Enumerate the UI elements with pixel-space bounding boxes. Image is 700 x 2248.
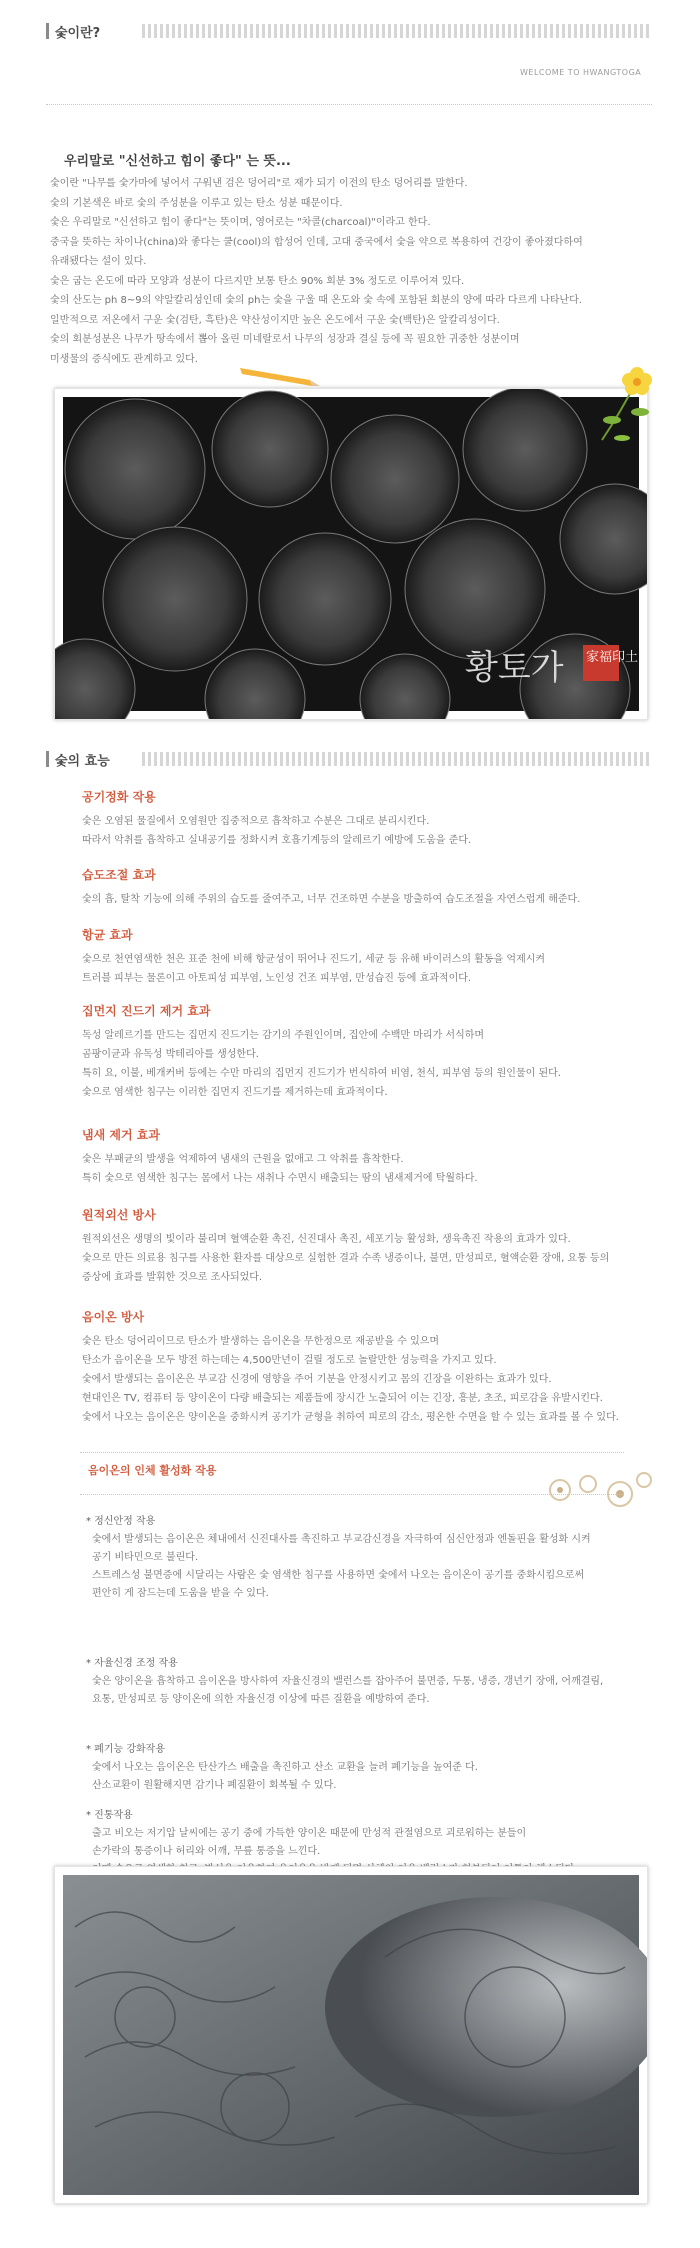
- intro-title: 우리말로 "신선하고 힘이 좋다" 는 뜻...: [64, 154, 291, 169]
- intro-line: 일반적으로 저온에서 구운 숯(검탄, 흑탄)은 약산성이지만 높은 온도에서 구운 숯(백탄)은 알칼리성이다.: [50, 314, 500, 326]
- intro-line: 숯은 굽는 온도에 따라 모양과 성분이 다르지만 보통 탄소 90% 회분 3% 정도로 이루어져 있다.: [50, 275, 465, 287]
- anion-title: 음이온의 인체 활성화 작용: [88, 1464, 217, 1477]
- anion-item-title: * 정신안정 작용: [86, 1516, 156, 1527]
- effect-text: 숯은 오염된 물질에서 오염원만 집중적으로 흡착하고 수분은 그대로 분리시킨다.: [82, 816, 430, 827]
- anion-item-text: 숯에서 발생되는 음이온은 체내에서 신진대사를 촉진하고 부교감신경을 자극하여 심신안정과 엔돌핀을 활성화 시켜: [92, 1534, 591, 1545]
- hwangtoga-logo: 황토가: [465, 648, 564, 688]
- anion-item-text: 출고 비오는 저기압 날씨에는 공기 중에 가득한 양이온 때문에 만성적 관절염으로 괴로워하는 분들이: [92, 1828, 527, 1839]
- effect-title: 음이온 방사: [82, 1310, 145, 1324]
- pencil-icon: [240, 366, 320, 376]
- effect-text: 숯으로 염색한 침구는 이러한 집먼지 진드기를 제거하는데 효과적이다.: [82, 1087, 388, 1098]
- effect-text: 원적외선은 생명의 빛이라 불리며 혈액순환 촉진, 신진대사 촉진, 세포기능 활성화, 생육촉진 작용의 효과가 있다.: [82, 1234, 571, 1245]
- anion-item-title: * 폐기능 강화작용: [86, 1744, 165, 1755]
- effect-text: 숯으로 만든 의료용 침구를 사용한 환자를 대상으로 실험한 결과 수족 냉증이나, 불면, 만성피로, 혈액순환 장애, 요통 등의: [82, 1253, 610, 1264]
- anion-item-text: 요통, 만성피로 등 양이온에 의한 자율신경 이상에 따른 질환을 예방하여 준다.: [92, 1694, 430, 1705]
- intro-line: 유래됐다는 설이 있다.: [50, 256, 147, 267]
- effects-stripes: [142, 752, 652, 766]
- effect-text: 트러블 피부는 물론이고 아토피성 피부염, 노인성 건조 피부염, 만성습진 등에 효과적이다.: [82, 973, 472, 984]
- effect-title: 항균 효과: [82, 928, 133, 942]
- effect-text: 숯은 부패균의 발생을 억제하여 냄새의 근원을 없애고 그 악취를 흡착한다.: [82, 1154, 404, 1165]
- effect-text: 숯으로 천연염색한 천은 표준 천에 비해 항균성이 뛰어나 진드기, 세균 등 유해 바이러스의 활동을 억제시켜: [82, 954, 546, 965]
- effect-text: 탄소가 음이온을 모두 방전 하는데는 4,500만년이 걸릴 정도로 놀랄만한 성능력을 가지고 있다.: [82, 1355, 497, 1366]
- flower-icon: [592, 360, 662, 450]
- anion-item-title: * 자율신경 조정 작용: [86, 1658, 178, 1669]
- effect-text: 증상에 효과를 발휘한 것으로 조사되었다.: [82, 1272, 263, 1283]
- bedding-photo-frame: [54, 1866, 648, 2204]
- effects-header: [46, 748, 110, 770]
- header-bar-mark: [46, 23, 49, 39]
- intro-line: 숯의 기본색은 바로 숯의 주성분을 이루고 있는 탄소 성분 때문이다.: [50, 197, 343, 209]
- charcoal-photo-frame: [54, 388, 648, 720]
- effect-title: 공기정화 작용: [82, 790, 156, 804]
- effect-text: 숯에서 발생되는 음이온은 부교감 신경에 영향을 주어 기분을 안정시키고 몸의 긴장을 이완하는 효과가 있다.: [82, 1374, 552, 1385]
- divider: [46, 104, 652, 105]
- anion-divider-bottom: [80, 1494, 624, 1495]
- seal-stamp: 家福印土: [586, 650, 639, 665]
- anion-item-text: 숯에서 나오는 음이온은 탄산가스 배출을 촉진하고 산소 교환을 늘려 폐기능을 높여준 다.: [92, 1762, 478, 1773]
- anion-item-text: 손가락의 통증이나 허리와 어깨, 무릎 통증을 느낀다.: [92, 1846, 321, 1857]
- effects-bar-mark: [46, 751, 49, 767]
- effect-title: 습도조절 효과: [82, 868, 156, 882]
- effect-text: 숯은 탄소 덩어리이므로 탄소가 발생하는 음이온을 무한정으로 재공받을 수 있으며: [82, 1336, 440, 1347]
- charcoal-photo: [55, 389, 647, 719]
- welcome-text: WELCOME TO HWANGTOGA: [520, 68, 642, 77]
- anion-item-title: * 진통작용: [86, 1810, 133, 1821]
- anion-divider-top: [80, 1452, 624, 1453]
- effect-title: 냄새 제거 효과: [82, 1128, 160, 1142]
- effect-text: 숯의 흡, 탈착 기능에 의해 주위의 습도를 줄여주고, 너무 건조하면 수분을 방출하여 습도조절을 자연스럽게 해준다.: [82, 894, 581, 905]
- intro-line: 숯의 산도는 ph 8~9의 약알칼리성인데 숯의 ph는 숯을 구울 때 온도와 숯 속에 포함된 회분의 양에 따라 다르게 나타난다.: [50, 295, 582, 306]
- effect-title: 집먼지 진드기 제거 효과: [82, 1004, 211, 1018]
- effect-title: 원적외선 방사: [82, 1208, 156, 1222]
- floral-ornament-icon: [540, 1470, 660, 1530]
- effect-text: 곰팡이균과 유독성 박테리아를 생성한다.: [82, 1049, 259, 1060]
- effect-text: 독성 알레르기를 만드는 집먼지 진드기는 감기의 주원인이며, 집안에 수백만 마리가 서식하며: [82, 1030, 485, 1041]
- effects-title: 숯의 효능: [55, 753, 110, 769]
- intro-line: 중국을 뜻하는 차이나(china)와 좋다는 쿨(cool)의 합성어 인데, 고대 중국에서 숯을 약으로 복용하여 건강이 좋아졌다하여: [50, 236, 583, 248]
- intro-line: 숯의 회분성분은 나무가 땅속에서 뽑아 올린 미네랄로서 나무의 성장과 결실 등에 꼭 필요한 귀중한 성분이며: [50, 334, 520, 345]
- header-stripes: [142, 24, 652, 38]
- intro-line: 숯은 우리말로 "신선하고 힘이 좋다"는 뜻이며, 영어로는 "차콜(charcoal)"이라고 한다.: [50, 217, 431, 228]
- anion-item-text: 공기 비타민으로 불린다.: [92, 1552, 199, 1563]
- effect-text: 특히 숯으로 염색한 침구는 몸에서 나는 새취나 수면시 배출되는 땀의 냄새제거에 탁월하다.: [82, 1173, 478, 1184]
- anion-item-text: 숯은 양이온을 흡착하고 음이온을 방사하여 자율신경의 밸런스를 잡아주어 불면증, 두통, 냉증, 갱년기 장애, 어깨결림,: [92, 1676, 604, 1687]
- anion-item-text: 산소교환이 원활해지면 감기나 폐질환이 회복될 수 있다.: [92, 1780, 337, 1791]
- page-title: 숯이란?: [55, 25, 101, 41]
- effect-text: 현대인은 TV, 컴퓨터 등 양이온이 다량 배출되는 제품들에 장시간 노출되어 이는 긴장, 흥분, 초조, 피로감을 유발시킨다.: [82, 1393, 603, 1404]
- page-header: [46, 20, 100, 42]
- anion-item-text: 스트레스성 불면증에 시달리는 사람은 숯 염색한 침구를 사용하면 숯에서 나오는 음이온이 공기를 중화시킴으로써: [92, 1570, 585, 1581]
- effect-text: 따라서 악취를 흡착하고 실내공기를 정화시켜 호흡기계등의 알레르기 예방에 도움을 준다.: [82, 835, 472, 846]
- effect-text: 숯에서 나오는 음이온은 양이온을 중화시켜 공기가 균형을 취하여 피로의 감소, 평온한 수면을 할 수 있는 효과를 볼 수 있다.: [82, 1412, 619, 1423]
- intro-line: 미생물의 증식에도 관계하고 있다.: [50, 353, 198, 365]
- effect-text: 특히 요, 이불, 베개커버 등에는 수만 마리의 집먼지 진드기가 번식하여 비염, 천식, 피부염 등의 원인물이 된다.: [82, 1068, 561, 1079]
- anion-item-text: 편안히 게 잠드는데 도움을 받을 수 있다.: [92, 1588, 269, 1599]
- bedding-photo: [55, 1867, 647, 2203]
- intro-line: 숯이란 "나무를 숯가마에 넣어서 구워낸 검은 덩어리"로 재가 되기 이전의 탄소 덩어리를 말한다.: [50, 178, 468, 189]
